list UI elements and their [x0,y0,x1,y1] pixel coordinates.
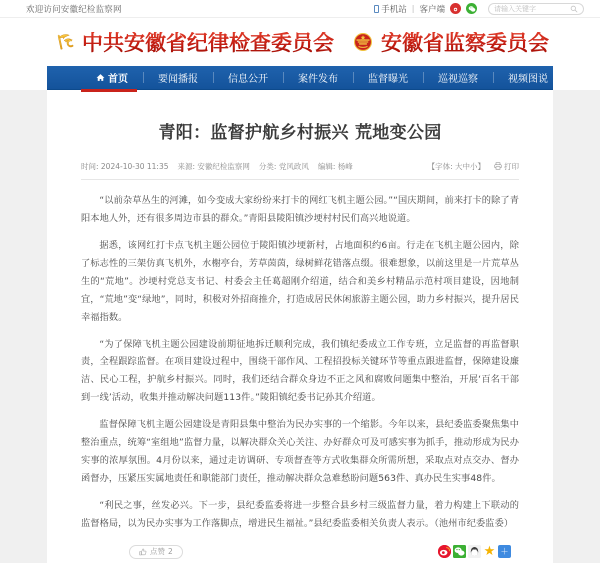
welcome-text: 欢迎访问安徽纪检监察网 [26,4,122,15]
print-button[interactable] [494,161,519,172]
client-app-link[interactable]: 客户端 [419,4,445,15]
national-emblem-icon [350,29,376,55]
commission-title-right: 安徽省监察委员会 [381,29,549,55]
qq-share-icon[interactable] [468,545,481,558]
nav-item-news-label: 要闻播报 [158,74,198,85]
thumbs-up-icon [139,548,147,556]
meta-source: 来源: 安徽纪检监察网 [177,161,250,171]
article-paragraph: 监督保障飞机主题公园建设是青阳县集中整治为民办实事的一个缩影。今年以来，县纪委监委聚焦集中整治重点，统筹“室组地”监督力量，以解决群众关心关注、办好群众可及可感实事为抓手，推动形成为民办实事的浓厚氛围。4月份以来，通过走访调研、专项督查等方式收集群众所需所想，采取点对点交办、督办函督办，压紧压实属地责任和职能部门责任，推动解决群众急难愁盼问题563件、真办民生实事48件。 [81,419,519,485]
search-box[interactable] [488,3,584,15]
main-nav [47,66,553,89]
nav-item-supervision-label: 监督曝光 [368,74,408,85]
article-paragraph: “利民之事，丝发必兴。下一步，县纪委监委将进一步整合县乡村三级监督力量，着力构建上下联动的监督格局，以为民办实事为工作落脚点，增进民生福祉。”县纪委监委相关负责人表示。（池州市纪委监委） [81,500,519,529]
article-paragraph: 据悉，该网红打卡点飞机主题公园位于陵阳镇沙埂新村，占地面积约6亩。行走在飞机主题公园内，除了标志性的三架仿真飞机外，水榭亭台，芳草茵茵，绿树鲜花错落点缀。很难想象，以前这里是一片荒草丛生的“荒地”。沙埂村党总支书记、村委会主任葛超刚介绍道，结合和美乡村精品示范村项目建设，因地制宜，“荒地”变“绿地”，同时，积极对外招商推介，打造成居民休闲旅游主题公园，助力乡村振兴，提升居民幸福指数。 [81,239,519,323]
meta-category: 分类: 党风政风 [258,161,309,171]
more-share-icon[interactable]: ＋ [498,545,511,558]
topbar-right-group [374,3,584,15]
nav-item-inspection-label: 巡视巡察 [438,74,478,85]
article-meta [81,161,519,180]
nav-item-video[interactable] [493,66,563,89]
commission-title-left: 中共安徽省纪律检查委员会 [82,29,334,55]
nav-item-news[interactable] [143,66,213,89]
page-body [0,90,600,563]
printer-icon [494,162,502,170]
nav-item-cases-label: 案件发布 [298,74,338,85]
nav-item-disclosure[interactable] [213,66,283,89]
font-size-control[interactable]: 【字体: 大中小】 [427,161,485,171]
search-icon[interactable] [570,5,578,13]
commission-brand-left[interactable] [51,29,334,55]
like-label: 点赞 [150,547,165,557]
top-utility-bar [0,0,600,18]
main-nav-wrapper [0,66,600,89]
article-sheet [47,90,553,563]
like-count: 2 [168,547,173,557]
meta-time: 时间: 2024-10-30 11:35 [81,161,169,171]
article-meta-left [81,161,353,172]
phone-icon [374,5,379,13]
weibo-icon[interactable] [450,3,461,14]
nav-item-home[interactable] [81,66,143,89]
page-title: 青阳：监督护航乡村振兴 荒地变公园 [158,123,442,143]
topbar-separator: | [411,4,415,13]
favorite-share-icon[interactable]: ★ [483,544,496,560]
like-button[interactable] [129,545,183,559]
weibo-share-icon[interactable] [438,545,451,558]
nav-item-home-label: 首页 [108,74,128,85]
search-input[interactable] [494,5,570,13]
nav-item-video-label: 视频图说 [508,74,548,85]
nav-active-underline [81,89,137,92]
mobile-site-link[interactable] [374,3,407,15]
nav-item-cases[interactable] [283,66,353,89]
wechat-icon[interactable] [466,3,477,14]
share-icon-group [438,545,511,558]
print-label: 打印 [504,161,519,171]
commission-brand-right[interactable] [350,29,549,55]
home-icon [96,73,105,82]
mobile-site-label: 手机站 [381,4,407,15]
article-footer-actions [81,545,519,563]
article-paragraph: “为了保障飞机主题公园建设前期征地拆迁顺利完成，我们镇纪委成立工作专班，立足监督的再监督职责，全程跟踪监督。在项目建设过程中，围绕干部作风、工程招投标关键环节等重点跟进监督，保障建设廉洁、民心工程，护航乡村振兴。同时，我们还结合群众身边不正之风和腐败问题集中整治，开展‘百名干部到一线’活动，收集并推动解决问题113件。”陵阳镇纪委书记孙其介绍道。 [81,338,519,404]
nav-item-supervision[interactable] [353,66,423,89]
wechat-share-icon[interactable] [453,545,466,558]
nav-item-inspection[interactable] [423,66,493,89]
article-paragraph: “以前杂草丛生的河滩，如今变成大家纷纷来打卡的网红飞机主题公园。”“国庆期间，前来打卡的除了青阳本地人外，还有很多周边市县的群众。”青阳县陵阳镇沙埂村村民们高兴地说道。 [81,194,519,224]
article-meta-right [428,161,519,172]
site-masthead [0,18,600,66]
party-emblem-icon [51,29,77,55]
meta-editor: 编辑: 杨峰 [317,161,353,171]
nav-item-disclosure-label: 信息公开 [228,74,268,85]
